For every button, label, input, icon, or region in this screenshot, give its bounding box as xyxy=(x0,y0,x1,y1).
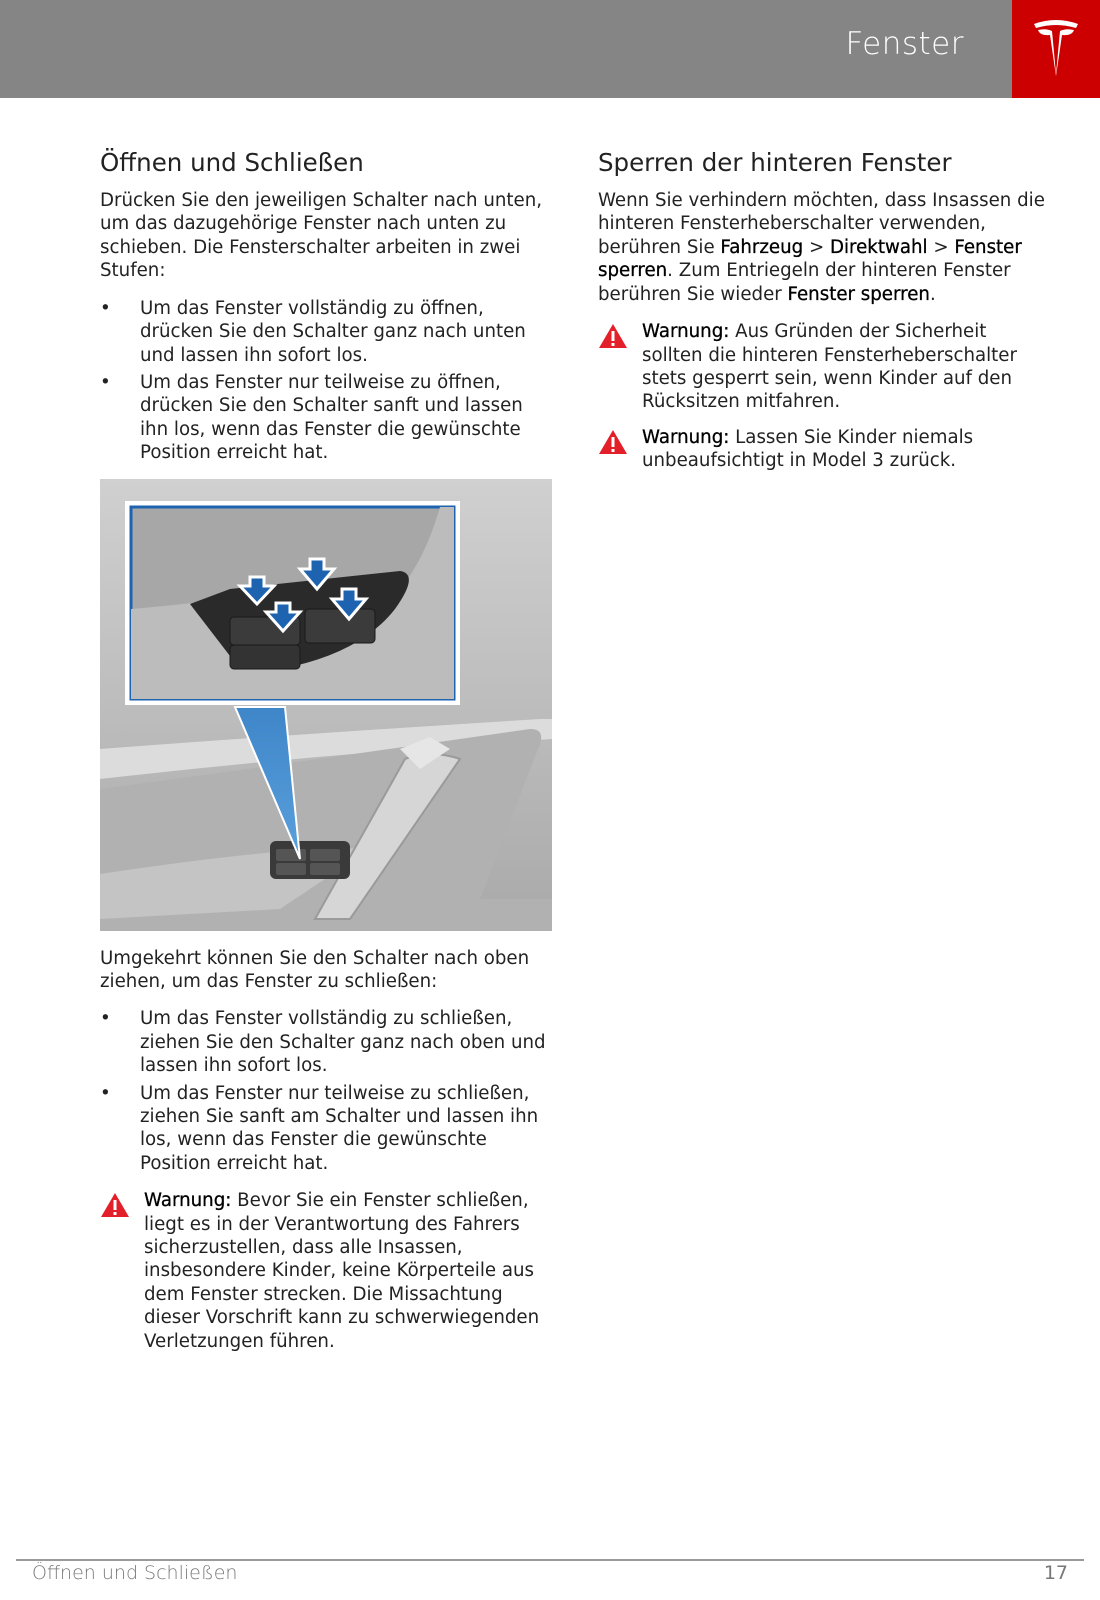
intro-paragraph: Drücken Sie den jeweiligen Schalter nach unten, um das dazugehörige Fenster nach unten zu schieben. Die Fensterschalter arbeiten in zwei Stufen: xyxy=(100,190,543,282)
list-item: • Um das Fenster vollständig zu schließen, ziehen Sie den Schalter ganz nach oben und lassen ihn sofort los. xyxy=(100,1008,546,1077)
warning-children: Warnung: Lassen Sie Kinder niemals unbeaufsichtigt in Model 3 zurück. xyxy=(598,426,1048,473)
left-column xyxy=(100,146,550,1365)
list-item: • Um das Fenster nur teilweise zu öffnen, drücken Sie den Schalter sanft und lassen ihn los, wenn das Fenster die gewünschte Position erreicht hat. xyxy=(100,371,523,464)
chapter-title: Fenster xyxy=(845,26,964,62)
lock-instructions: Wenn Sie verhindern möchten, dass Insassen die hinteren Fensterheberschalter verwenden, berühren Sie Fahrzeug > Direktwahl > Fenster sperren. Zum Entriegeln der hinteren Fenster berühren Sie wieder Fenster sperren. xyxy=(598,190,1045,305)
section-heading-lock-rear: Sperren der hinteren Fenster xyxy=(598,148,952,177)
open-steps-list xyxy=(100,297,550,465)
warning-triangle-icon xyxy=(598,323,628,349)
window-switch-illustration xyxy=(100,479,552,931)
section-heading-open-close: Öffnen und Schließen xyxy=(100,148,364,177)
warning-triangle-icon xyxy=(598,429,628,455)
warning-triangle-icon xyxy=(100,1192,130,1218)
warning-close-window: Warnung: Bevor Sie ein Fenster schließen, liegt es in der Verantwortung des Fahrers sicherzustellen, dass alle Insassen, insbesondere Kinder, keine Körperteile aus dem Fenster strecken. Die Missachtung dieser Vorschrift kann zu schwerwiegenden Verletzungen führen. xyxy=(100,1189,550,1353)
door-panel-illustration xyxy=(100,479,552,931)
page-header xyxy=(0,0,1100,98)
warning-rear-lock: Warnung: Aus Gründen der Sicherheit sollten die hinteren Fensterheberschalter stets gesperrt sein, wenn Kinder auf den Rücksitzen mitfahren. xyxy=(598,320,1048,414)
menu-path-fenster-sperren: Fenster sperren xyxy=(598,236,1022,282)
menu-path-fahrzeug: Fahrzeug xyxy=(720,236,804,258)
bullet: • xyxy=(100,1008,111,1030)
footer-section-name: Öffnen und Schließen xyxy=(32,1562,238,1584)
close-steps-list xyxy=(100,1007,550,1175)
page-number: 17 xyxy=(1043,1562,1068,1584)
bullet: • xyxy=(100,297,111,319)
close-intro-paragraph: Umgekehrt können Sie den Schalter nach oben ziehen, um das Fenster zu schließen: xyxy=(100,947,530,992)
bullet: • xyxy=(100,371,111,393)
list-item: • Um das Fenster vollständig zu öffnen, drücken Sie den Schalter ganz nach unten und lassen ihn sofort los. xyxy=(100,297,526,366)
brand-logo-box xyxy=(1012,0,1100,98)
right-column xyxy=(598,146,1048,485)
tesla-logo-icon xyxy=(1032,18,1080,76)
bullet: • xyxy=(100,1082,111,1104)
menu-path-direktwahl: Direktwahl xyxy=(829,236,928,258)
list-item: • Um das Fenster nur teilweise zu schließen, ziehen Sie sanft am Schalter und lassen ihn los, wenn das Fenster die gewünschte Position erreicht hat. xyxy=(100,1082,539,1174)
footer-divider xyxy=(16,1559,1084,1561)
